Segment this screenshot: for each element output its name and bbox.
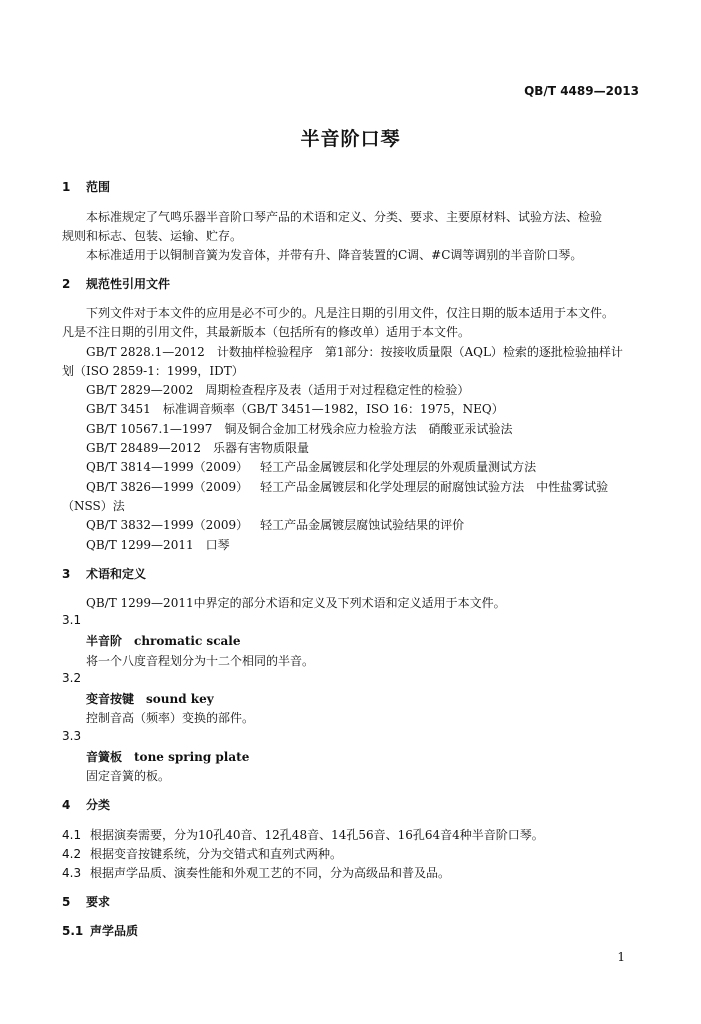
reference-item: QB/T 3826—1999（2009） 轻工产品金属镀层和化学处理层的耐腐蚀试验方法 中性盐雾试验	[86, 480, 609, 494]
standard-code-header: QB/T 4489—2013	[524, 84, 639, 98]
term-number: 3.3	[62, 729, 82, 743]
reference-item: QB/T 1299—2011 口琴	[86, 538, 230, 552]
classification-item: 4.2 根据变音按键系统，分为交错式和直列式两种。	[62, 847, 343, 861]
reference-item-continuation: 划（ISO 2859-1：1999，IDT）	[62, 364, 244, 378]
document-title: 半音阶口琴	[300, 128, 401, 150]
term-number: 3.1	[62, 613, 82, 627]
classification-item: 4.1 根据演奏需要，分为10孔40音、12孔48音、14孔56音、16孔64音4种半音阶口琴。	[62, 828, 544, 842]
scope-paragraph-line: 本标准规定了气鸣乐器半音阶口琴产品的术语和定义、分类、要求、主要原材料、试验方法、检验	[86, 210, 603, 224]
section-2-heading: 2 规范性引用文件	[62, 277, 171, 291]
section-5-1-heading: 5.1 声学品质	[62, 924, 139, 938]
refs-intro-line: 凡是不注日期的引用文件，其最新版本（包括所有的修改单）适用于本文件。	[62, 325, 471, 339]
section-3-heading: 3 术语和定义	[62, 567, 147, 581]
term-heading: 音簧板 tone spring plate	[86, 750, 250, 764]
page-number: 1	[617, 950, 625, 964]
reference-item: QB/T 3814—1999（2009） 轻工产品金属镀层和化学处理层的外观质量测试方法	[86, 460, 537, 474]
scope-paragraph-2: 本标准适用于以铜制音簧为发音体，并带有升、降音装置的C调、#C调等调别的半音阶口琴。	[86, 248, 583, 262]
reference-item: GB/T 2829—2002 周期检查程序及表（适用于对过程稳定性的检验）	[86, 383, 470, 397]
reference-item: GB/T 28489—2012 乐器有害物质限量	[86, 441, 310, 455]
reference-item: QB/T 3832—1999（2009） 轻工产品金属镀层腐蚀试验结果的评价	[86, 518, 465, 532]
term-heading: 变音按键 sound key	[86, 692, 214, 706]
reference-item: GB/T 3451 标准调音频率（GB/T 3451—1982，ISO 16：1975，NEQ）	[86, 402, 504, 416]
term-definition: 固定音簧的板。	[86, 769, 171, 783]
refs-intro-line: 下列文件对于本文件的应用是必不可少的。凡是注日期的引用文件，仅注日期的版本适用于本文件。	[86, 306, 615, 320]
term-number: 3.2	[62, 671, 82, 685]
reference-item: GB/T 10567.1—1997 铜及铜合金加工材残余应力检验方法 硝酸亚汞试验法	[86, 422, 513, 436]
term-definition: 控制音高（频率）变换的部件。	[86, 711, 255, 725]
term-definition: 将一个八度音程划分为十二个相同的半音。	[86, 654, 315, 668]
section-4-heading: 4 分类	[62, 798, 111, 812]
terms-intro: QB/T 1299—2011中界定的部分术语和定义及下列术语和定义适用于本文件。	[86, 596, 506, 610]
section-1-heading: 1 范围	[62, 180, 111, 194]
classification-item: 4.3 根据声学品质、演奏性能和外观工艺的不同，分为高级品和普及品。	[62, 866, 451, 880]
section-5-heading: 5 要求	[62, 895, 111, 909]
reference-item: GB/T 2828.1—2012 计数抽样检验程序 第1部分：按接收质量限（AQL）检索的逐批检验抽样计	[86, 345, 623, 359]
term-heading: 半音阶 chromatic scale	[86, 634, 241, 648]
reference-item-continuation: （NSS）法	[62, 499, 125, 513]
scope-paragraph-line: 规则和标志、包装、运输、贮存。	[62, 229, 243, 243]
